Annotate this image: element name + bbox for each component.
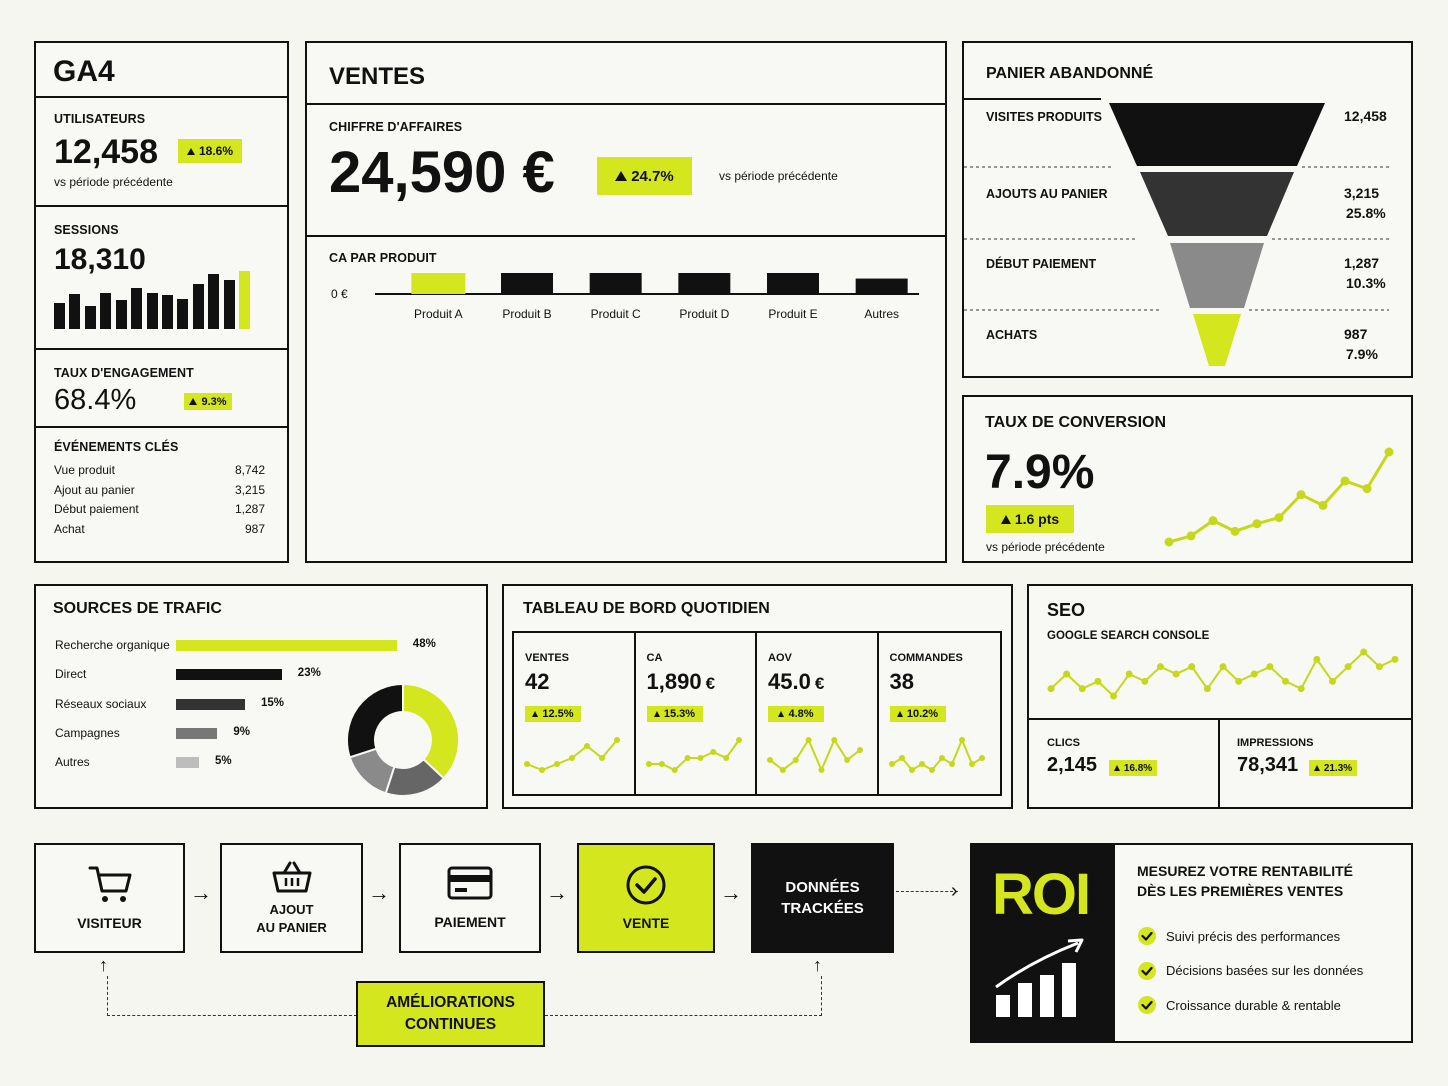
sparkline-point <box>736 737 742 743</box>
sessions-bar <box>193 284 204 329</box>
event-name: Achat <box>54 521 85 536</box>
sessions-bar <box>147 293 158 329</box>
sparkline-point <box>1275 513 1284 522</box>
x-tick-label: Produit C <box>590 307 641 321</box>
up-triangle-icon <box>654 711 660 717</box>
event-value: 987 <box>244 521 265 536</box>
daily-card-delta: 4.8% <box>788 708 814 720</box>
sparkline-point <box>524 761 530 767</box>
daily-card-delta-badge <box>890 706 946 722</box>
sparkline-point <box>723 755 729 761</box>
sessions-bar <box>239 271 250 329</box>
up-arrow-icon: ↑ <box>813 955 822 975</box>
arrow-icon: → <box>546 880 568 905</box>
sparkline-point <box>1187 531 1196 540</box>
sparkline-point <box>1209 516 1218 525</box>
flow-step-ajout-panier <box>220 843 363 953</box>
x-tick-label: Produit A <box>413 307 463 321</box>
daily-card-delta-badge <box>647 706 703 722</box>
roi-list-item <box>1137 919 1363 954</box>
roi-dark-block <box>972 845 1115 1041</box>
sparkline-point <box>1063 671 1070 678</box>
check-circle-icon <box>1137 926 1157 946</box>
sparkline-point <box>1094 678 1101 685</box>
flow-step-vente <box>577 843 715 953</box>
clics-label: CLICS <box>1047 737 1080 749</box>
sparkline-point <box>554 761 560 767</box>
ga4-title: GA4 <box>53 55 115 88</box>
x-tick-label: Produit B <box>502 307 552 321</box>
daily-card-value-wrap <box>768 669 824 695</box>
sparkline-point <box>658 761 664 767</box>
sparkline-point <box>1048 685 1055 692</box>
daily-card-sparkline <box>644 735 744 775</box>
event-row <box>54 463 265 483</box>
flow-step-label: PAIEMENT <box>434 914 506 930</box>
bar <box>501 273 553 294</box>
ventes-panel <box>305 41 947 563</box>
sparkline-point <box>969 761 975 767</box>
sparkline-point <box>1253 519 1262 528</box>
sparkline-point <box>646 761 652 767</box>
conversion-title: TAUX DE CONVERSION <box>985 414 1167 431</box>
sparkline-point <box>818 767 824 773</box>
seo-subtitle: GOOGLE SEARCH CONSOLE <box>1047 630 1210 642</box>
events-label: ÉVÉNEMENTS CLÉS <box>54 440 179 454</box>
users-label: UTILISATEURS <box>54 112 146 126</box>
source-bar <box>176 728 217 739</box>
source-bar <box>176 699 245 710</box>
improvements-box <box>356 981 545 1047</box>
roi-list-text: Suivi précis des performances <box>1166 928 1341 944</box>
sources-panel <box>34 584 488 809</box>
conversion-value: 7.9% <box>985 446 1095 499</box>
sparkline-point <box>844 757 850 763</box>
bar <box>767 273 819 294</box>
sessions-bar <box>100 293 111 329</box>
roi-panel <box>970 843 1413 1043</box>
source-name: Recherche organique <box>55 638 170 652</box>
sparkline-point <box>831 737 837 743</box>
source-pct: 5% <box>215 755 232 768</box>
flow-step-label: VENTE <box>622 915 670 931</box>
donut-slice <box>347 684 403 757</box>
source-pct: 15% <box>261 696 285 709</box>
sparkline-point <box>1345 663 1352 670</box>
sparkline-point <box>1319 501 1328 510</box>
conversion-sparkline <box>1159 442 1399 552</box>
users-delta-badge: 18.6% <box>178 139 242 163</box>
funnel-segment <box>1170 243 1264 308</box>
daily-card-value: 1,890 <box>646 669 702 694</box>
sparkline-point <box>793 757 799 763</box>
sessions-bar <box>177 299 188 329</box>
arrow-icon: → <box>190 880 212 905</box>
daily-card <box>514 633 636 794</box>
funnel-stage-value: 12,458 <box>1344 108 1387 124</box>
arrow-icon: › <box>951 880 958 902</box>
sparkline-point <box>857 747 863 753</box>
ca-delta-badge: 24.7% <box>597 157 692 195</box>
sparkline-point <box>1313 656 1320 663</box>
sparkline-point <box>949 761 955 767</box>
funnel-segment <box>1140 172 1294 236</box>
conversion-sub: vs période précédente <box>986 540 1105 554</box>
sparkline-point <box>1385 448 1394 457</box>
impressions-label: IMPRESSIONS <box>1237 737 1314 749</box>
flow-step-label: AJOUT AU PANIER <box>256 902 327 935</box>
sparkline-point <box>1188 663 1195 670</box>
sessions-bar <box>162 295 173 329</box>
roi-list-item <box>1137 954 1363 989</box>
event-name: Vue produit <box>54 463 115 477</box>
source-pct: 48% <box>412 638 436 650</box>
source-name: Direct <box>55 667 87 682</box>
impressions-value: 78,341 <box>1237 754 1299 776</box>
improvements-label: AMÉLIORATIONS CONTINUES <box>386 994 515 1033</box>
clics-value: 2,145 <box>1047 754 1098 776</box>
check-circle-icon <box>1137 961 1157 981</box>
growth-chart-icon <box>992 935 1092 1020</box>
sparkline-point <box>1220 663 1227 670</box>
sparkline-point <box>780 767 786 773</box>
funnel-stage-pct: 10.3% <box>1346 275 1386 291</box>
sessions-bar <box>85 306 96 329</box>
check-icon <box>625 864 667 906</box>
sources-donut-chart <box>341 678 465 802</box>
sparkline-point <box>569 755 575 761</box>
sparkline-point <box>1079 685 1086 692</box>
panier-panel <box>962 41 1413 378</box>
sparkline-point <box>539 767 545 773</box>
daily-card <box>879 633 1001 794</box>
daily-card-sparkline <box>522 735 622 775</box>
sparkline-point <box>1297 490 1306 499</box>
sessions-label: SESSIONS <box>54 223 119 237</box>
sparkline-point <box>1251 671 1258 678</box>
sparkline-point <box>909 767 915 773</box>
sparkline-point <box>1165 538 1174 547</box>
event-row <box>54 483 265 503</box>
daily-card-delta: 10.2% <box>906 708 939 720</box>
daily-card-delta: 12.5% <box>542 708 574 720</box>
funnel-chart <box>964 43 1411 376</box>
card-icon <box>446 865 494 901</box>
engagement-value: 68.4% <box>54 384 137 416</box>
sparkline-point <box>959 737 965 743</box>
bar <box>411 273 465 294</box>
y-tick-label: 0 € <box>331 287 348 301</box>
bar <box>590 273 642 294</box>
ca-value: 24,590 € <box>329 140 555 205</box>
users-sub: vs période précédente <box>54 175 173 189</box>
sparkline-point <box>697 755 703 761</box>
check-circle-icon <box>1137 995 1157 1015</box>
up-arrow-icon: ↑ <box>99 955 108 975</box>
sparkline-point <box>1329 678 1336 685</box>
event-row <box>54 502 265 522</box>
donut-slice <box>403 684 459 778</box>
event-value: 1,287 <box>234 502 265 516</box>
conversion-panel <box>962 395 1413 563</box>
arrow-icon: → <box>368 880 390 905</box>
daily-card-value-wrap <box>890 669 914 695</box>
sparkline-point <box>1204 685 1211 692</box>
sparkline-point <box>684 755 690 761</box>
sparkline-path <box>1051 652 1395 696</box>
daily-card-unit: € <box>705 674 716 693</box>
cart-icon <box>86 864 134 904</box>
sparkline-point <box>1392 656 1399 663</box>
up-triangle-icon <box>532 711 538 717</box>
event-value: 3,215 <box>234 482 265 497</box>
sparkline-path <box>892 740 982 770</box>
basket-icon <box>270 859 314 895</box>
users-value: 12,458 <box>54 133 158 171</box>
sessions-bar <box>54 303 65 329</box>
roi-list-text: Croissance durable & rentable <box>1166 997 1341 1013</box>
arrow-icon: → <box>720 880 742 905</box>
seo-title: SEO <box>1047 600 1086 620</box>
daily-card-sparkline <box>887 735 987 775</box>
sparkline-point <box>1360 649 1367 656</box>
engagement-label: TAUX D'ENGAGEMENT <box>54 366 194 380</box>
sparkline-point <box>1157 663 1164 670</box>
funnel-stage-label: DÉBUT PAIEMENT <box>986 257 1097 271</box>
sparkline-point <box>939 755 945 761</box>
ca-sub: vs période précédente <box>719 169 838 183</box>
flow-step-visiteur <box>34 843 185 953</box>
seo-sparkline <box>1043 644 1403 704</box>
sparkline-point <box>1298 685 1305 692</box>
funnel-stage-value: 1,287 <box>1344 255 1380 271</box>
event-name: Ajout au panier <box>54 482 135 497</box>
x-tick-label: Autres <box>864 307 900 321</box>
daily-title: TABLEAU DE BORD QUOTIDIEN <box>523 600 770 617</box>
sessions-bar <box>131 288 142 329</box>
ga4-panel <box>34 41 289 563</box>
sparkline-point <box>1173 671 1180 678</box>
up-triangle-icon <box>897 711 903 717</box>
source-name: Autres <box>55 755 90 770</box>
event-value: 8,742 <box>234 463 265 477</box>
ca-bar-chart <box>307 273 945 523</box>
funnel-segment <box>1109 103 1325 166</box>
event-name: Début paiement <box>54 502 139 516</box>
sparkline-path <box>770 740 860 770</box>
source-pct: 9% <box>233 725 251 738</box>
daily-card <box>636 633 758 794</box>
daily-card-value: 38 <box>889 669 914 694</box>
funnel-stage-label: AJOUTS AU PANIER <box>986 187 1108 201</box>
flow-step-label: DONNÉES TRACKÉES <box>781 879 864 917</box>
roi-list-item <box>1137 988 1363 1023</box>
source-pct: 23% <box>297 667 321 680</box>
daily-card-delta: 15.3% <box>663 708 696 720</box>
daily-card-unit: € <box>814 674 825 693</box>
sparkline-point <box>1341 476 1350 485</box>
sparkline-point <box>1110 693 1117 700</box>
daily-card-label: AOV <box>768 652 792 664</box>
sparkline-point <box>1266 663 1273 670</box>
flow-step-label: VISITEUR <box>77 915 142 931</box>
daily-panel <box>502 584 1013 809</box>
sparkline-point <box>1231 527 1240 536</box>
sparkline-point <box>614 737 620 743</box>
sparkline-point <box>979 755 985 761</box>
engagement-delta-badge: 9.3% <box>184 393 232 410</box>
sessions-value: 18,310 <box>54 243 146 276</box>
sparkline-path <box>1169 452 1389 542</box>
funnel-stage-pct: 25.8% <box>1346 205 1386 221</box>
chart-title: CA PAR PRODUIT <box>329 251 437 265</box>
sparkline-point <box>710 749 716 755</box>
sparkline-point <box>1363 484 1372 493</box>
source-bar <box>176 669 282 680</box>
seo-panel <box>1027 584 1413 809</box>
sparkline-point <box>584 743 590 749</box>
daily-card-value-wrap <box>525 669 549 695</box>
ventes-title: VENTES <box>329 63 426 90</box>
x-tick-label: Produit E <box>768 307 818 321</box>
sparkline-point <box>1376 663 1383 670</box>
daily-card <box>757 633 879 794</box>
sparkline-point <box>806 737 812 743</box>
sparkline-point <box>899 755 905 761</box>
roi-list-text: Décisions basées sur les données <box>1166 963 1364 979</box>
source-name: Réseaux sociaux <box>55 696 147 711</box>
funnel-segment <box>1193 314 1241 366</box>
bar <box>678 273 730 294</box>
sparkline-point <box>1141 678 1148 685</box>
roi-title: ROI <box>992 862 1090 927</box>
source-row <box>53 632 453 661</box>
sources-title: SOURCES DE TRAFIC <box>53 600 222 617</box>
daily-card-value: 45.0 <box>768 669 811 694</box>
up-triangle-icon <box>778 711 784 717</box>
sparkline-point <box>1282 678 1289 685</box>
x-tick-label: Produit D <box>679 307 730 321</box>
daily-cards <box>512 631 1002 796</box>
daily-card-delta-badge <box>768 706 824 722</box>
sessions-bar <box>116 300 127 329</box>
source-bar <box>176 757 199 768</box>
impressions-delta-badge: 21.3% <box>1309 760 1357 776</box>
daily-card-label: VENTES <box>525 652 570 664</box>
bar <box>856 279 908 294</box>
funnel-stage-label: ACHATS <box>986 328 1038 342</box>
sparkline-point <box>929 767 935 773</box>
event-row <box>54 522 265 542</box>
conversion-delta-badge: 1.6 pts <box>986 505 1074 533</box>
sparkline-point <box>599 755 605 761</box>
sparkline-point <box>1235 678 1242 685</box>
funnel-stage-value: 3,215 <box>1344 185 1380 201</box>
daily-card-sparkline <box>765 735 865 775</box>
sparkline-point <box>767 757 773 763</box>
flow-step-paiement <box>399 843 541 953</box>
clics-delta-badge: 16.8% <box>1109 760 1157 776</box>
ca-label: CHIFFRE D'AFFAIRES <box>329 120 463 134</box>
events-list <box>54 463 265 541</box>
daily-card-value-wrap <box>647 669 716 695</box>
sparkline-point <box>1126 671 1133 678</box>
funnel-stage-label: VISITES PRODUITS <box>986 110 1102 124</box>
sparkline-point <box>919 761 925 767</box>
daily-card-delta-badge <box>525 706 581 722</box>
funnel-stage-value: 987 <box>1344 326 1368 342</box>
funnel-stage-pct: 7.9% <box>1346 346 1378 362</box>
panier-title: PANIER ABANDONNÉ <box>986 65 1154 82</box>
sessions-bar <box>208 274 219 329</box>
sparkline-point <box>671 767 677 773</box>
flow-step-donnees <box>751 843 894 953</box>
sparkline-point <box>889 761 895 767</box>
roi-heading: MESUREZ VOTRE RENTABILITÉ DÈS LES PREMIÈRES VENTES <box>1137 863 1353 899</box>
roi-list <box>1137 919 1363 1023</box>
source-name: Campagnes <box>55 725 120 740</box>
daily-card-label: CA <box>646 652 663 664</box>
sessions-bar <box>224 280 235 329</box>
dashed-connector <box>896 891 958 892</box>
daily-card-label: COMMANDES <box>889 652 963 664</box>
daily-card-value: 42 <box>525 669 550 694</box>
source-bar <box>176 640 397 651</box>
sessions-bar-chart <box>54 271 250 329</box>
sessions-bar <box>69 294 80 329</box>
